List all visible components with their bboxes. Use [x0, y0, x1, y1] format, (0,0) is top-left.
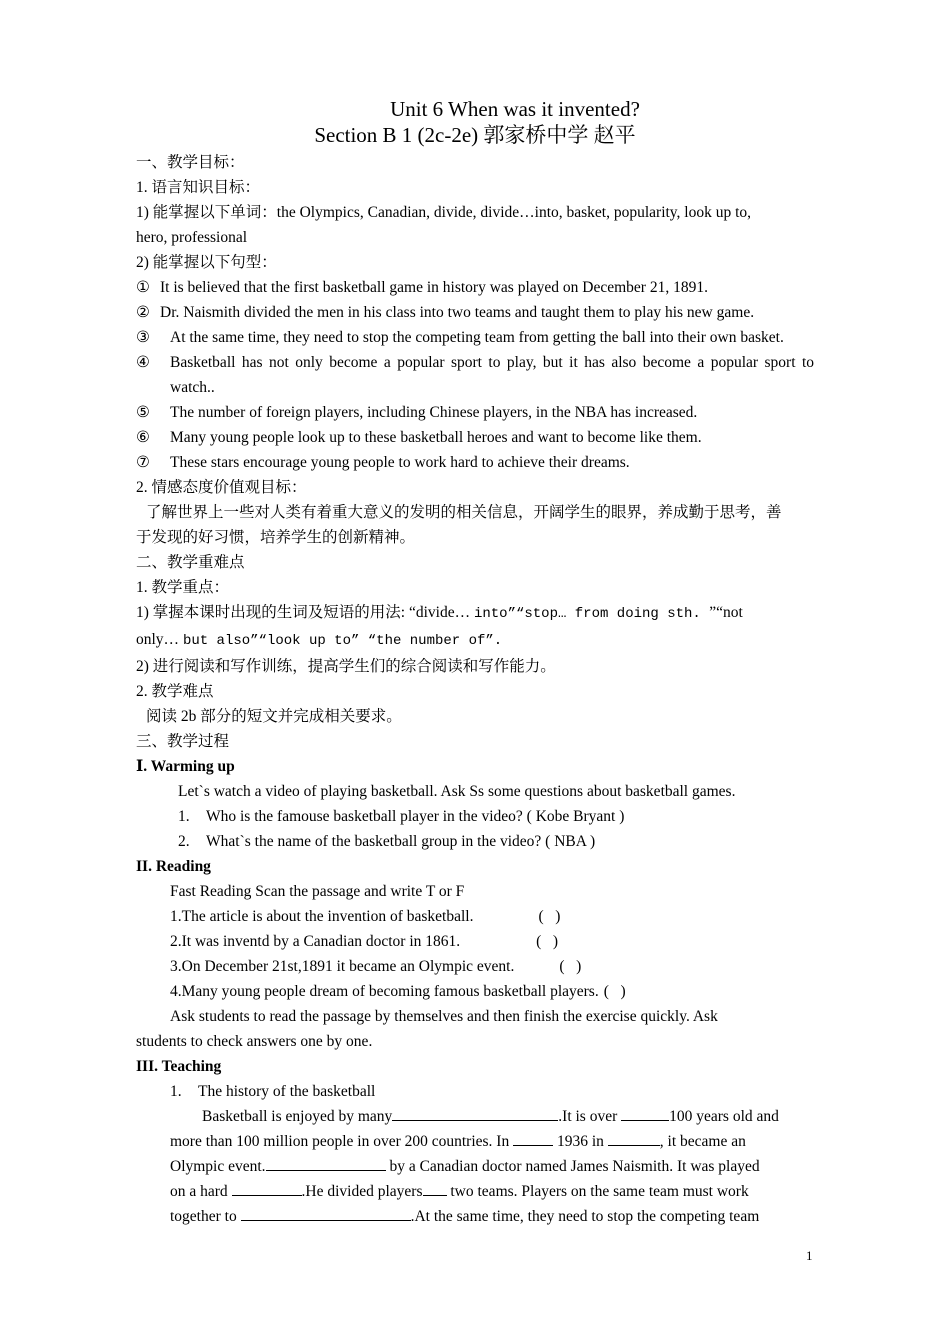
true-false-item — [136, 954, 814, 979]
vocabulary-line-2: hero, professional — [136, 229, 248, 246]
question-text: What`s the name of the basketball group in the video? ( NBA ) — [206, 833, 596, 850]
sentence-item — [136, 300, 814, 325]
cloze-line — [170, 1179, 814, 1204]
section-heading-process: 三、教学过程 — [136, 733, 230, 750]
key-point-1-line-2 — [136, 627, 814, 654]
cloze-text: .It is over — [558, 1108, 622, 1125]
fill-blank[interactable] — [513, 1129, 553, 1146]
sentence-text: It is believed that the first basketball game in history was played on December 21, 1891. — [160, 279, 708, 296]
emotion-line-2: 于发现的好习惯，培养学生的创新精神。 — [136, 529, 416, 546]
answer-bracket[interactable]: ( ) — [536, 933, 559, 950]
answer-bracket[interactable]: ( ) — [559, 958, 582, 975]
sentence-text: Dr. Naismith divided the men in his class into two teams and taught them to play his new game. — [160, 304, 755, 321]
warming-question — [136, 804, 814, 829]
difficult-point-text: 阅读 2b 部分的短文并完成相关要求。 — [146, 708, 402, 725]
cloze-line — [170, 1129, 814, 1154]
instruction-line-2: students to check answers one by one. — [136, 1033, 373, 1050]
sentence-item — [136, 275, 814, 300]
list-number: 1. — [170, 1083, 182, 1100]
cloze-text: 1936 in — [553, 1133, 608, 1150]
subheading-difficult-points: 2. 教学难点 — [136, 683, 214, 700]
sentence-text: At the same time, they need to stop the competing team from getting the ball into their own basket. — [170, 329, 784, 346]
sentence-text: The number of foreign players, including Chinese players, in the NBA has increased. — [170, 404, 698, 421]
sentence-item — [136, 400, 814, 425]
history-heading — [136, 1079, 814, 1104]
sentence-item — [136, 350, 814, 400]
question-number: 2. — [178, 833, 190, 850]
emotion-line-1: 了解世界上一些对人类有着重大意义的发明的相关信息，开阔学生的眼界，养成勤于思考，善 — [146, 504, 782, 521]
sentence-pattern-heading: 2) 能掌握以下句型： — [136, 254, 277, 271]
sentence-item — [136, 325, 814, 350]
cloze-text: Olympic event. — [170, 1158, 266, 1175]
cloze-line — [170, 1154, 814, 1179]
cloze-line — [170, 1204, 814, 1229]
key-point-phrase: but also”“look up to” “the number of”. — [182, 633, 503, 649]
cloze-text: , it became an — [659, 1133, 746, 1150]
sentence-item — [136, 425, 814, 450]
teaching-heading: III. Teaching — [136, 1058, 222, 1075]
sentence-number: ④ — [136, 354, 150, 371]
sentence-text: These stars encourage young people to work hard to achieve their dreams. — [170, 454, 630, 471]
tf-statement: 2.It was inventd by a Canadian doctor in 1861. — [170, 933, 461, 950]
cloze-text: together to — [170, 1208, 241, 1225]
warming-up-heading: Ⅰ. Warming up — [136, 758, 235, 775]
vocabulary-line-1: 1) 能掌握以下单词：the Olympics, Canadian, divide, divide…into, basket, popularity, look up to, — [136, 204, 752, 221]
key-point-text: 1) 掌握本课时出现的生词及短语的用法: “divide… — [136, 604, 474, 621]
sentence-number: ② — [136, 304, 150, 321]
fill-blank[interactable] — [392, 1104, 558, 1121]
document-page — [136, 96, 814, 1229]
subheading-emotion-goals: 2. 情感态度价值观目标： — [136, 479, 307, 496]
fill-blank[interactable] — [266, 1154, 386, 1171]
fill-blank[interactable] — [621, 1104, 669, 1121]
fill-blank[interactable] — [423, 1179, 447, 1196]
section-heading-objectives: 一、教学目标： — [136, 154, 245, 171]
sentence-text: Basketball has not only become a popular sport to play, but it has also become a popular sport to watch.. — [170, 354, 814, 396]
tf-statement: 3.On December 21st,1891 it became an Olympic event. — [170, 958, 515, 975]
answer-bracket[interactable]: ( ) — [603, 983, 626, 1000]
warming-up-text: Let`s watch a video of playing basketball. Ask Ss some questions about basketball games. — [178, 783, 736, 800]
cloze-text: Basketball is enjoyed by many — [202, 1108, 393, 1125]
cloze-text: 100 years old and — [669, 1108, 779, 1125]
key-point-1-line-1 — [136, 600, 814, 627]
cloze-passage — [136, 1104, 814, 1229]
question-text: Who is the famouse basketball player in the video? ( Kobe Bryant ) — [206, 808, 625, 825]
true-false-item — [136, 979, 814, 1004]
sentence-text: Many young people look up to these basketball heroes and want to become like them. — [170, 429, 702, 446]
sentence-number: ③ — [136, 329, 150, 346]
key-point-2: 2) 进行阅读和写作训练，提高学生们的综合阅读和写作能力。 — [136, 658, 556, 675]
page-subtitle: Section B 1 (2c-2e) 郭家桥中学 赵平 — [314, 123, 636, 147]
key-point-phrase: into”“stop… from doing sth. — [473, 606, 710, 622]
cloze-text: on a hard — [170, 1183, 232, 1200]
sentence-number: ⑥ — [136, 429, 150, 446]
sentence-number: ⑦ — [136, 454, 150, 471]
sentence-number: ① — [136, 279, 150, 296]
key-point-text: only… — [136, 631, 183, 648]
subheading-key-points: 1. 教学重点： — [136, 579, 230, 596]
page-number: 1 — [806, 1248, 813, 1263]
page-title: Unit 6 When was it invented? — [390, 97, 640, 121]
reading-heading: II. Reading — [136, 858, 211, 875]
cloze-text: more than 100 million people in over 200 countries. In — [170, 1133, 514, 1150]
sentence-number: ⑤ — [136, 404, 150, 421]
tf-statement: 4.Many young people dream of becoming famous basketball players. — [170, 983, 599, 1000]
tf-statement: 1.The article is about the invention of basketball. — [170, 908, 474, 925]
cloze-text: .At the same time, they need to stop the competing team — [410, 1208, 760, 1225]
true-false-item — [136, 929, 814, 954]
answer-bracket[interactable]: ( ) — [538, 908, 561, 925]
warming-question — [136, 829, 814, 854]
question-number: 1. — [178, 808, 190, 825]
subheading-language-knowledge: 1. 语言知识目标： — [136, 179, 261, 196]
cloze-text: two teams. Players on the same team must work — [446, 1183, 749, 1200]
fill-blank[interactable] — [232, 1179, 302, 1196]
cloze-text: .He divided players — [301, 1183, 423, 1200]
true-false-item — [136, 904, 814, 929]
fill-blank[interactable] — [241, 1204, 411, 1221]
history-title: The history of the basketball — [198, 1083, 376, 1100]
instruction-line-1: Ask students to read the passage by themselves and then finish the exercise quickly. Ask — [170, 1008, 718, 1025]
cloze-line — [170, 1104, 814, 1129]
cloze-text: by a Canadian doctor named James Naismith. It was played — [385, 1158, 760, 1175]
sentence-item — [136, 450, 814, 475]
fast-reading-instruction: Fast Reading Scan the passage and write T or F — [170, 883, 465, 900]
section-heading-key-points: 二、教学重难点 — [136, 554, 245, 571]
fill-blank[interactable] — [608, 1129, 660, 1146]
key-point-text: ”“not — [709, 604, 743, 621]
